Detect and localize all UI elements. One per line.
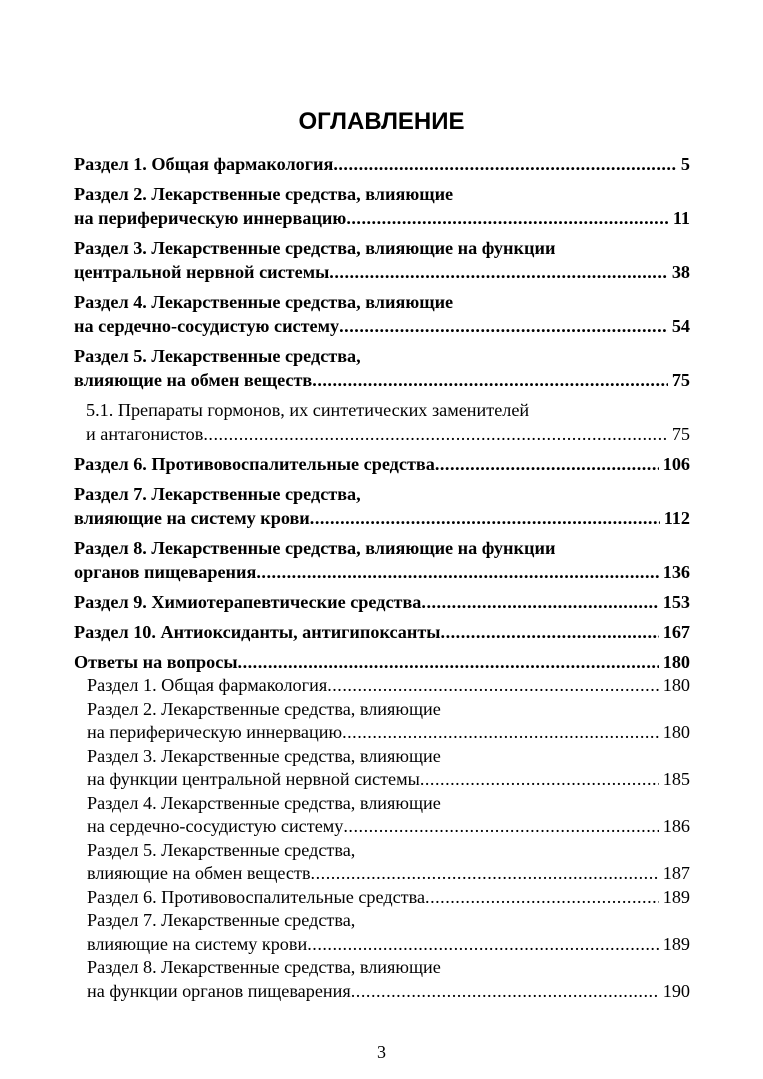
toc-entry-title: Ответы на вопросы: [74, 652, 238, 672]
toc-entry-section-10[interactable]: [74, 620, 690, 644]
toc-entry-title-line: 5.1. Препараты гормонов, их синтетических заменителей: [86, 400, 530, 420]
toc-entry-page: 54: [671, 316, 690, 336]
toc-entry-subsection-5-1[interactable]: [74, 398, 690, 446]
toc-entry-title: на сердечно-сосудистую систему: [87, 816, 344, 836]
toc-entry-title-line: Раздел 7. Лекарственные средства,: [74, 484, 361, 504]
toc-entry-title: органов пищеварения: [74, 562, 257, 582]
toc-entry-title: влияющие на систему крови: [74, 508, 310, 528]
toc-answer-entry-1[interactable]: [74, 674, 690, 698]
toc-entry-title: влияющие на обмен веществ: [74, 370, 313, 390]
toc-entry-section-1[interactable]: [74, 152, 690, 176]
toc-entry-title: на функции органов пищеварения: [87, 980, 351, 1001]
toc-entry-title: на сердечно-сосудистую систему: [74, 316, 340, 336]
toc-entry-title-line: Раздел 4. Лекарственные средства, влияющие: [87, 792, 441, 813]
toc-entry-title-line: Раздел 5. Лекарственные средства,: [87, 839, 356, 860]
toc-entry-page: 187: [662, 863, 690, 883]
toc-entry-title-line: Раздел 2. Лекарственные средства, влияющие: [74, 184, 454, 204]
toc-entry-page: 189: [662, 886, 690, 907]
toc-entry-title: на функции центральной нервной системы: [87, 769, 420, 789]
toc-entry-section-9[interactable]: [74, 590, 690, 614]
toc-answer-entry-4[interactable]: [74, 792, 690, 839]
toc-answer-entry-8[interactable]: [74, 956, 690, 1003]
toc-entry-page: 180: [662, 722, 690, 742]
toc-entry-title: центральной нервной системы: [74, 262, 330, 282]
toc-entry-page: 153: [662, 592, 690, 612]
toc-entry-section-4[interactable]: [74, 290, 690, 338]
toc-entry-title: Раздел 1. Общая фармакология: [87, 675, 328, 695]
toc-entry-section-3[interactable]: [74, 236, 690, 284]
toc-entry-title: на периферическую иннервацию: [74, 208, 347, 228]
toc-entry-title-line: Раздел 3. Лекарственные средства, влияющие: [87, 745, 441, 766]
toc-entry-section-2[interactable]: [74, 182, 690, 230]
toc-entry-page: 38: [671, 262, 690, 282]
toc-answer-entry-3[interactable]: [74, 745, 690, 792]
toc-entry-title-line: Раздел 8. Лекарственные средства, влияющие: [87, 957, 441, 977]
page-title: ОГЛАВЛЕНИЕ: [298, 108, 465, 135]
toc-entry-section-8[interactable]: [74, 536, 690, 584]
table-of-contents: [74, 152, 690, 1003]
toc-answer-entry-7[interactable]: [74, 909, 690, 956]
toc-entry-section-5[interactable]: [74, 344, 690, 392]
toc-entry-title: Раздел 6. Противовоспалительные средства: [87, 886, 426, 907]
toc-entry-page: 11: [672, 208, 690, 228]
page-number: 3: [377, 1042, 386, 1062]
toc-entry-title: Раздел 1. Общая фармакология: [74, 154, 334, 174]
toc-entry-page: 112: [663, 508, 690, 528]
toc-entry-page: 185: [662, 769, 690, 789]
toc-entry-page: 189: [662, 933, 690, 954]
toc-entry-title-line: Раздел 7. Лекарственные средства,: [87, 910, 356, 930]
toc-entry-title-line: Раздел 5. Лекарственные средства,: [74, 346, 361, 366]
toc-entry-title: Раздел 10. Антиоксиданты, антигипоксанты: [74, 622, 441, 642]
toc-entry-title-line: Раздел 2. Лекарственные средства, влияющие: [87, 698, 441, 719]
toc-entry-page: 75: [671, 424, 690, 444]
toc-entry-page: 167: [662, 622, 690, 642]
toc-entry-answers[interactable]: [74, 650, 690, 674]
toc-entry-title: Раздел 9. Химиотерапевтические средства: [74, 592, 422, 612]
toc-entry-page: 190: [662, 980, 690, 1001]
toc-entry-page: 180: [662, 675, 690, 695]
toc-answer-entry-5[interactable]: [74, 839, 690, 886]
toc-entry-page: 5: [680, 154, 690, 174]
toc-entry-section-7[interactable]: [74, 482, 690, 530]
toc-entry-title-line: Раздел 4. Лекарственные средства, влияющие: [74, 292, 454, 312]
toc-entry-title: влияющие на обмен веществ: [87, 863, 311, 883]
toc-entry-title: влияющие на систему крови: [87, 933, 308, 954]
toc-answer-entry-2[interactable]: [74, 698, 690, 745]
toc-entry-title-line: Раздел 3. Лекарственные средства, влияющие на функции: [74, 238, 556, 258]
toc-entry-page: 186: [662, 816, 690, 836]
toc-answer-entry-6[interactable]: [74, 886, 690, 910]
toc-entry-title: на периферическую иннервацию: [87, 722, 343, 742]
toc-entry-title: и антагонистов: [86, 424, 204, 444]
toc-entry-page: 180: [662, 652, 690, 672]
toc-entry-title: Раздел 6. Противовоспалительные средства: [74, 454, 435, 474]
toc-entry-page: 136: [662, 562, 690, 582]
toc-entry-page: 106: [662, 454, 690, 474]
toc-entry-section-6[interactable]: [74, 452, 690, 476]
toc-entry-page: 75: [671, 370, 690, 390]
toc-entry-title-line: Раздел 8. Лекарственные средства, влияющие на функции: [74, 538, 556, 558]
